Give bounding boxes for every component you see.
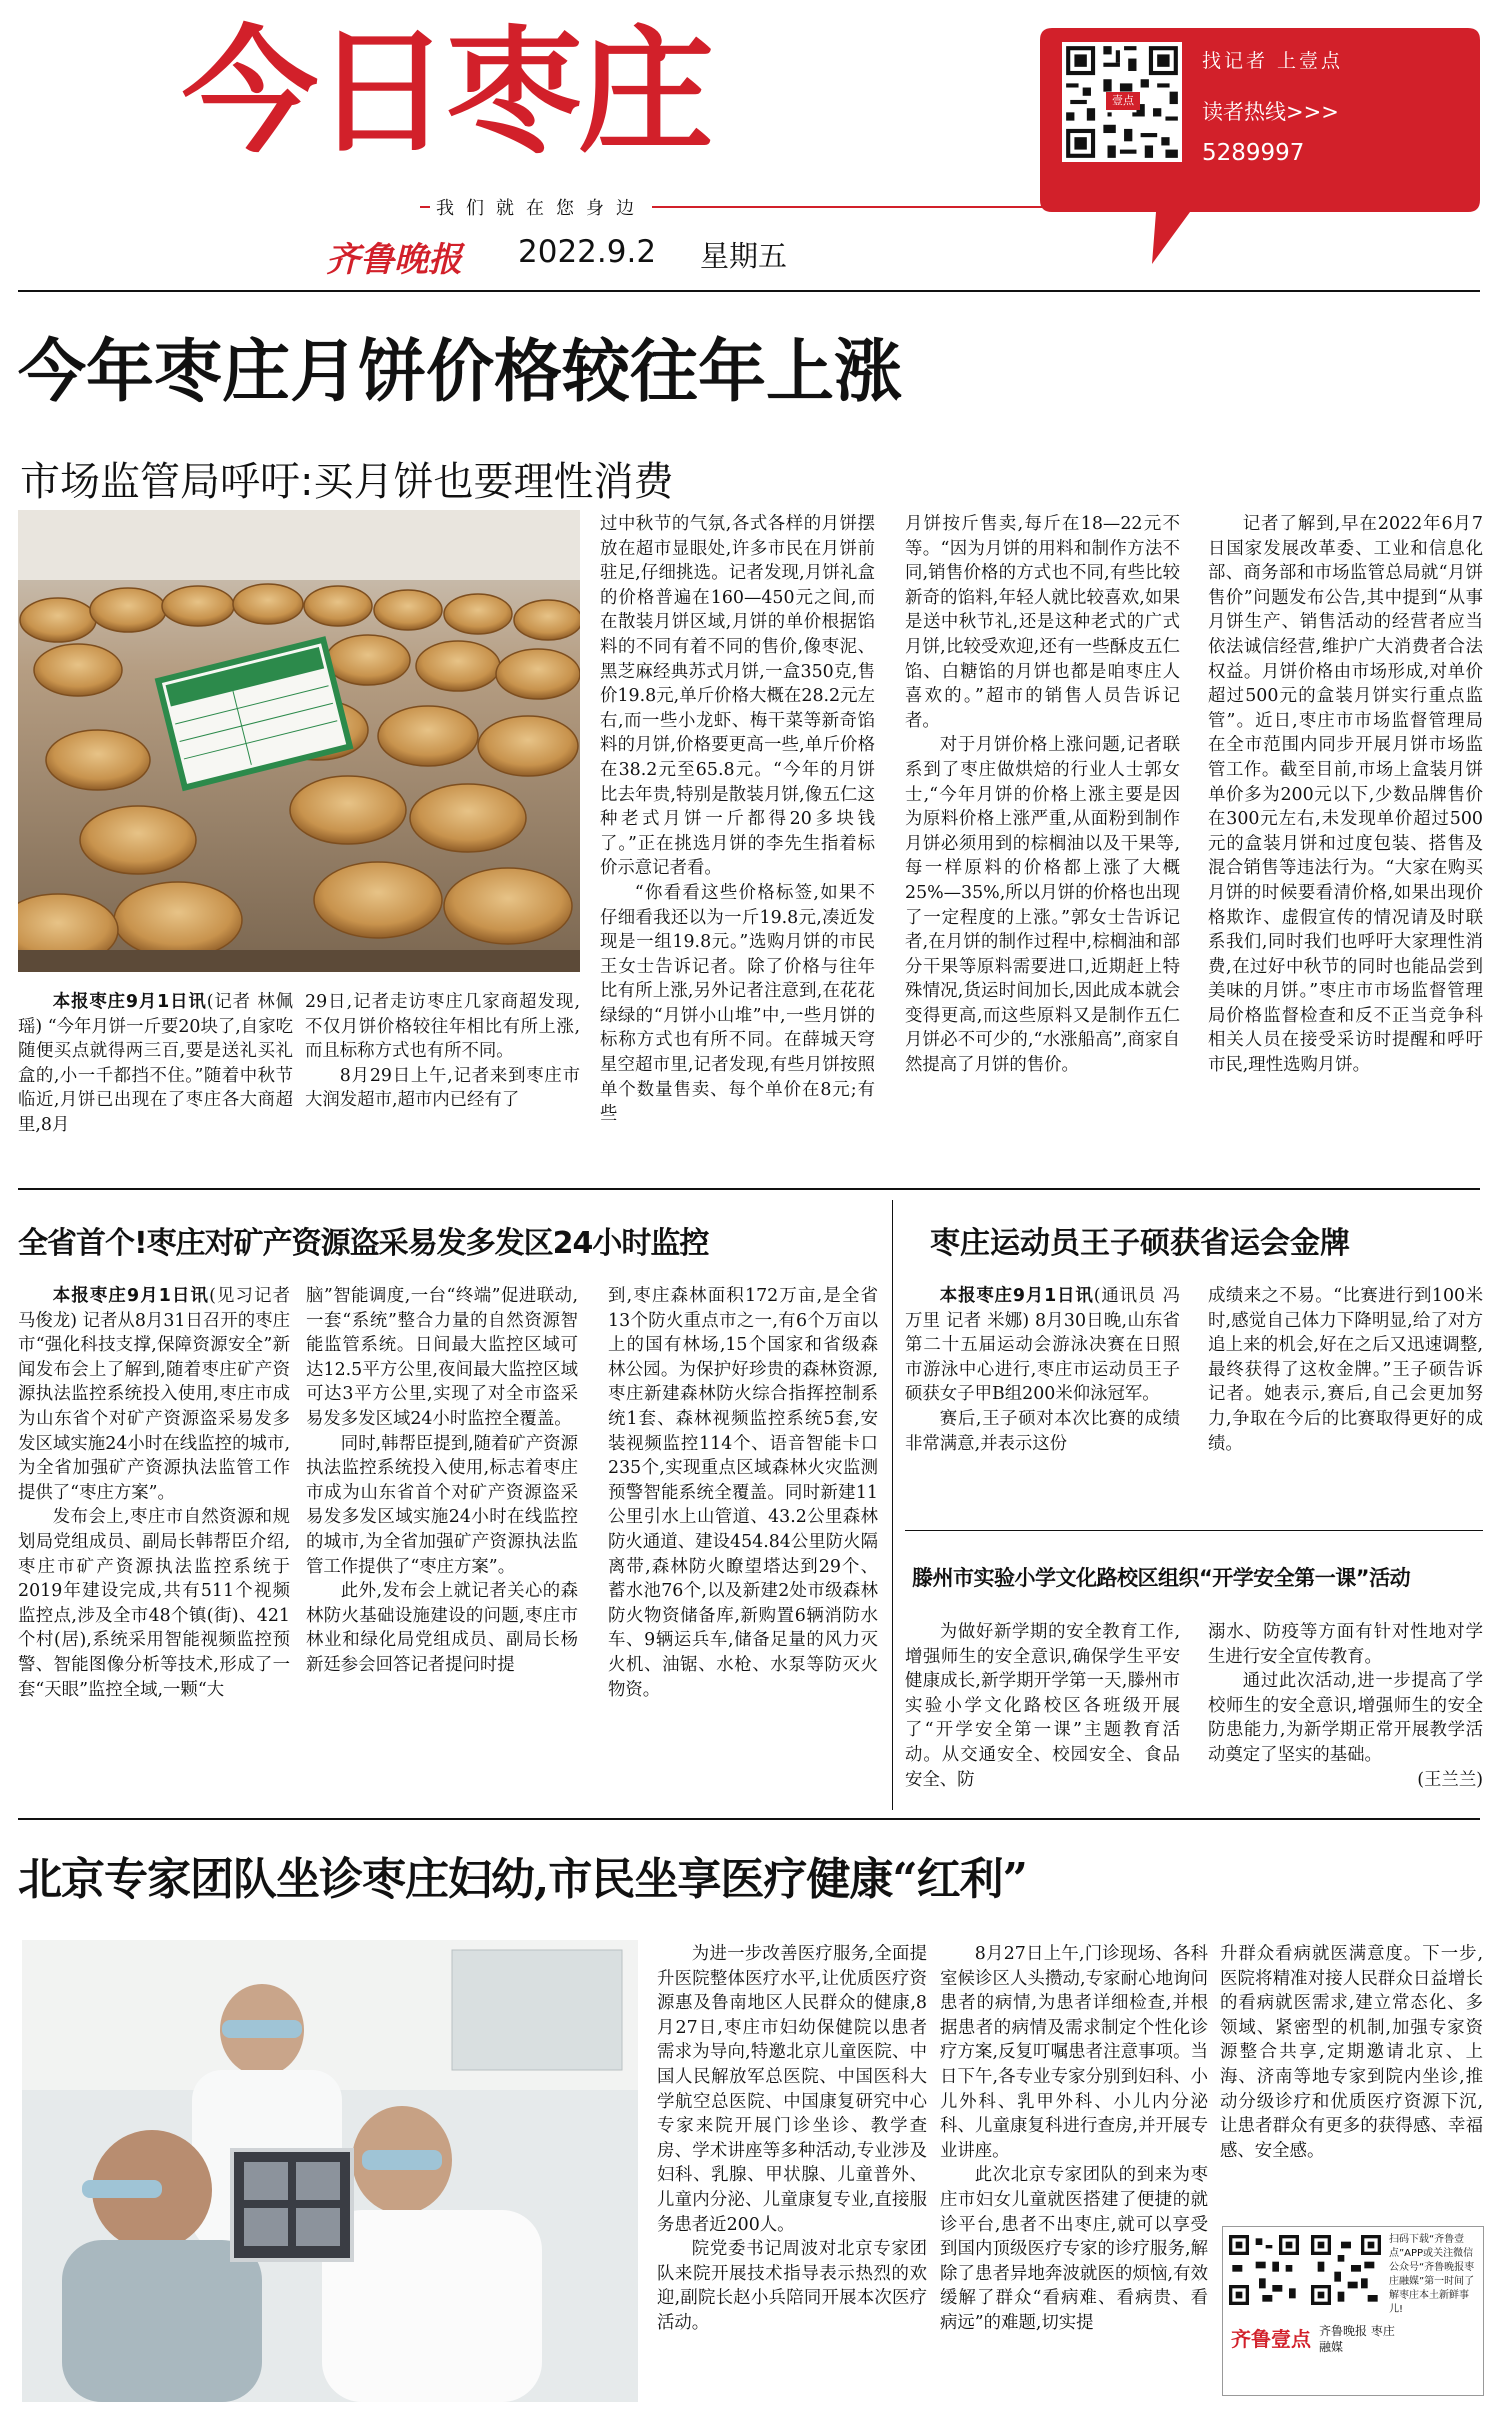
article2-col3 bbox=[608, 1284, 878, 1702]
article2-headline: 全省首个!枣庄对矿产资源盗采易发多发区24小时监控 bbox=[18, 1226, 709, 1261]
article2-paragraph: 发布会上,枣庄市自然资源和规划局党组成员、副局长韩帮臣介绍,枣庄市矿产资源执法监控系统于2019年建设完成,共有511个视频监控点,涉及全市48个镇(街)、421个村(居),系统采用智能视频监控预警、智能图像分析等技术,形成了一套“天眼”监控全域,一颗“大 bbox=[18, 1507, 290, 1700]
article1-col2 bbox=[600, 512, 875, 1127]
mooncake-photo bbox=[18, 510, 580, 972]
article5-paragraph: 升群众看病就医满意度。下一步,医院将精准对接人民群众日益增长的看病就医需求,建立常态化、多领域、紧密型的机制,加强专家资源整合共享,定期邀请北京、上海、济南等地专家到院内坐诊,推动分级诊疗和优质医疗资源下沉,让患者群众有更多的获得感、幸福感、安全感。 bbox=[1220, 1944, 1483, 2161]
footer-qr-code-2[interactable] bbox=[1311, 2235, 1381, 2305]
article1-paragraph: 月饼按斤售卖,每斤在18—22元不等。“因为月饼的用料和制作方法不同,销售价格的方式也不同,有些比较新奇的馅料,年轻人就比较喜欢,如果是送中秋节礼,还是这种老式的广式月饼,比较受欢迎,还有一些酥皮五仁馅、白糖馅的月饼也都是咱枣庄人喜欢的。”超市的销售人员告诉记者。 bbox=[905, 514, 1180, 731]
article4-col1 bbox=[905, 1620, 1180, 1792]
article4-paragraph: 为做好新学期的安全教育工作,增强师生的安全意识,确保学生平安健康成长,新学期开学第一天,滕州市实验小学文化路校区各班级开展了“开学安全第一课”主题教育活动。从交通安全、校园安全、食品安全、防 bbox=[905, 1622, 1180, 1790]
article2-paragraph: 脑”智能调度,一台“终端”促进联动,一套“系统”整合力量的自然资源智能监管系统。日间最大监控区域可达12.5平方公里,夜间最大监控区域可达3平方公里,实现了对全市盗采易发多发区域24小时监控全覆盖。 bbox=[306, 1286, 578, 1429]
qr-code-icon bbox=[1311, 2235, 1381, 2305]
article2-lead-paragraph: 本报枣庄9月1日讯(见习记者 马俊龙) 记者从8月31日召开的枣庄市“强化科技支撑,保障资源安全”新闻发布会上了解到,随着枣庄矿产资源执法监控系统投入使用,枣庄市成为山东省个对矿产资源盗采易发多发区域实施24小时在线监控的城市,为全省加强矿产资源执法监管工作提供了“枣庄方案”。 bbox=[18, 1286, 290, 1503]
article4-paragraph: 通过此次活动,进一步提高了学校师生的安全意识,增强师生的安全防患能力,为新学期正常开展教学活动奠定了坚实的基础。 bbox=[1208, 1671, 1483, 1765]
article3-col1 bbox=[905, 1284, 1180, 1456]
article4-headline: 滕州市实验小学文化路校区组织“开学安全第一课”活动 bbox=[912, 1566, 1411, 1590]
article1-headline: 今年枣庄月饼价格较往年上涨 bbox=[18, 332, 903, 412]
hotline-label: 读者热线>>> bbox=[1202, 100, 1339, 124]
article4-col2 bbox=[1208, 1620, 1483, 1792]
article1-paragraph: 8月29日上午,记者来到枣庄市大润发超市,超市内已经有了 bbox=[305, 1065, 580, 1111]
footer-brand: 齐鲁壹点 bbox=[1231, 2327, 1311, 2351]
footer-qr-text: 扫码下载“齐鲁壹点”APP或关注微信公众号“齐鲁晚报枣庄融媒”第一时间了解枣庄本土新鲜事儿! bbox=[1389, 2234, 1475, 2315]
masthead-slogan: 我们就在您身边 bbox=[430, 194, 652, 220]
article1-paragraph: “你看看这些价格标签,如果不仔细看我还以为一斤19.8元,凑近发现是一组19.8元。”选购月饼的市民王女士告诉记者。除了价格与往年比有所上涨,另外记者注意到,在花花绿绿的“月饼小山堆”中,一些月饼的标称方式也有所不同。在薛城天穹星空超市里,记者发现,有些月饼按照单个数量售卖、每个单价在8元;有些 bbox=[600, 882, 875, 1125]
masthead-divider bbox=[18, 290, 1480, 292]
article5-paragraph: 此次北京专家团队的到来为枣庄市妇女儿童就医搭建了便捷的就诊平台,患者不出枣庄,就可以享受到国内顶级医疗专家的诊疗服务,解除了患者异地奔波就医的烦恼,有效缓解了群众“看病难、看病贵、看病远”的难题,切实提 bbox=[940, 2165, 1208, 2333]
article1-col3 bbox=[905, 512, 1180, 1078]
vertical-divider bbox=[892, 1200, 893, 1810]
article2-paragraph: 此外,发布会上就记者关心的森林防火基础设施建设的问题,枣庄市林业和绿化局党组成员、副局长杨新廷参会回答记者提问时提 bbox=[306, 1581, 578, 1675]
article5-headline: 北京专家团队坐诊枣庄妇幼,市民坐享医疗健康“红利” bbox=[18, 1854, 1027, 1905]
article2-col2 bbox=[306, 1284, 578, 1678]
qr-logo-badge: 壹点 bbox=[1106, 92, 1140, 110]
qr-code-icon bbox=[1229, 2235, 1299, 2305]
article1-paragraph: 29日,记者走访枣庄几家商超发现,不仅月饼价格较往年相比有所上涨,而且标称方式也有所不同。 bbox=[305, 992, 580, 1062]
brand-logo: 齐鲁晚报 bbox=[326, 240, 462, 280]
article5-col1 bbox=[657, 1942, 927, 2336]
article5-col2 bbox=[940, 1942, 1208, 2336]
hotline-number: 5289997 bbox=[1202, 140, 1305, 166]
issue-weekday: 星期五 bbox=[700, 239, 788, 273]
footer-qr-code-1[interactable] bbox=[1229, 2235, 1299, 2305]
masthead-title: 今日枣庄 bbox=[182, 14, 710, 172]
section-divider-2 bbox=[905, 1530, 1483, 1531]
article5-paragraph: 为进一步改善医疗服务,全面提升医院整体医疗水平,让优质医疗资源惠及鲁南地区人民群众的健康,8月27日,枣庄市妇幼保健院以患者需求为导向,特邀北京儿童医院、中国人民解放军总医院、中国医科大学航空总医院、中国康复研究中心专家来院开展门诊坐诊、教学查房、学术讲座等多种活动,专业涉及妇科、乳腺、甲状腺、儿童普外、儿童内分泌、儿童康复专业,直接服务患者近200人。 bbox=[657, 1944, 927, 2235]
article2-col1 bbox=[18, 1284, 290, 1702]
article3-paragraph: 成绩来之不易。“比赛进行到100米时,感觉自己体力下降明显,给了对方追上来的机会,好在之后又迅速调整,最终获得了这枚金牌。”王子硕告诉记者。她表示,赛后,自己会更加努力,争取在今后的比赛取得更好的成绩。 bbox=[1208, 1286, 1483, 1454]
article5-col3 bbox=[1220, 1942, 1483, 2163]
article5-paragraph: 8月27日上午,门诊现场、各科室候诊区人头攒动,专家耐心地询问患者的病情,为患者详细检查,并根据患者的病情及需求制定个性化诊疗方案,反复叮嘱患者注意事项。当日下午,各专业专家分别到妇科、小儿外科、乳甲外科、小儿内分泌科、儿童康复科进行查房,并开展专业讲座。 bbox=[940, 1944, 1208, 2161]
article2-paragraph: 同时,韩帮臣提到,随着矿产资源执法监控系统投入使用,标志着枣庄市成为山东省首个对矿产资源盗采易发多发区域实施24小时在线监控的城市,为全省加强矿产资源执法监管工作提供了“枣庄方案”。 bbox=[306, 1433, 578, 1577]
section-divider-3 bbox=[18, 1818, 1480, 1820]
article1-lead-paragraph: 本报枣庄9月1日讯(记者 林佩瑶) “今年月饼一斤要20块了,自家吃随便买点就得两三百,要是送礼买礼盒的,小一千都挡不住。”随着中秋节临近,月饼已出现在了枣庄各大商超里,8月 bbox=[18, 992, 293, 1135]
article1-paragraph: 对于月饼价格上涨问题,记者联系到了枣庄做烘焙的行业人士郭女士,“今年月饼的价格上涨主要是因为原料价格上涨严重,从面粉到制作月饼必须用到的棕榈油以及干果等,每一样原料的价格都上涨了大概25%—35%,所以月饼的价格也出现了一定程度的上涨。”郭女士告诉记者,在月饼的制作过程中,棕榈油和部分干果等原料需要进口,近期赶上特殊情况,货运时间加长,因此成本就会变得更高,而这些原料又是制作五仁月饼必不可少的,“水涨船高”,商家自然提高了月饼的售价。 bbox=[905, 735, 1180, 1076]
article4-paragraph: 溺水、防疫等方面有针对性地对学生进行安全宣传教育。 bbox=[1208, 1622, 1483, 1667]
masthead-qr-code[interactable] bbox=[1062, 42, 1182, 162]
article5-paragraph: 院党委书记周波对北京专家团队来院开展技术指导表示热烈的欢迎,副院长赵小兵陪同开展本次医疗活动。 bbox=[657, 2239, 927, 2333]
article1-col4 bbox=[1208, 512, 1483, 1078]
article1-col1 bbox=[18, 990, 293, 1138]
article1-col1b bbox=[305, 990, 580, 1113]
section-divider-1 bbox=[18, 1188, 1480, 1190]
article1-paragraph: 记者了解到,早在2022年6月7日国家发展改革委、工业和信息化部、商务部和市场监管总局就“月饼售价”问题发布公告,其中提到“从事月饼生产、销售活动的经营者应当依法诚信经营,维护广大消费者合法权益。月饼价格由市场形成,对单价超过500元的盒装月饼实行重点监管”。近日,枣庄市市场监督管理局在全市范围内同步开展月饼市场监管工作。截至目前,市场上盒装月饼单价多为200元以下,少数品牌售价在300元左右,未发现单价超过500元的盒装月饼和过度包装、搭售及混合销售等违法行为。“大家在购买月饼的时候要看清价格,如果出现价格欺诈、虚假宣传的情况请及时联系我们,同时我们也呼吁大家理性消费,在过好中秋节的同时也能品尝到美味的月饼。”枣庄市市场监督管理局价格监督检查和反不正当竞争科相关人员在接受采访时提醒和呼吁市民,理性选购月饼。 bbox=[1208, 514, 1483, 1076]
article3-headline: 枣庄运动员王子硕获省运会金牌 bbox=[930, 1226, 1350, 1261]
footer-brand-2: 齐鲁晚报 枣庄融媒 bbox=[1319, 2324, 1395, 2354]
clinic-photo bbox=[22, 1940, 638, 2402]
issue-date: 2022.9.2 bbox=[518, 234, 657, 270]
article3-lead-paragraph: 本报枣庄9月1日讯(通讯员 冯万里 记者 米娜) 8月30日晚,山东省第二十五届运动会游泳决赛在日照市游泳中心进行,枣庄市运动员王子硕获女子甲B组200米仰泳冠军。 bbox=[905, 1286, 1180, 1405]
article3-paragraph: 赛后,王子硕对本次比赛的成绩非常满意,并表示这份 bbox=[905, 1408, 1180, 1454]
article2-paragraph: 到,枣庄森林面积172万亩,是全省13个防火重点市之一,有6个万亩以上的国有林场,15个国家和省级森林公园。为保护好珍贵的森林资源,枣庄新建森林防火综合指挥控制系统1套、森林视频监控系统5套,安装视频监控114个、语音智能卡口235个,实现重点区域森林火灾监测预警智能系统全覆盖。同时新建11公里引水上山管道、43.2公里森林防火通道、建设454.84公里防火隔离带,森林防火瞭望塔达到29个、蓄水池76个,以及新建2处市级森林防火物资储备库,新购置6辆消防水车、9辆运兵车,储备足量的风力灭火机、油锯、水枪、水泵等防灭火物资。 bbox=[608, 1286, 878, 1700]
bubble-tagline: 找记者 上壹点 bbox=[1202, 50, 1344, 72]
article1-paragraph: 过中秋节的气氛,各式各样的月饼摆放在超市显眼处,许多市民在月饼前驻足,仔细挑选。记者发现,月饼礼盒的价格普遍在160—450元之间,而在散装月饼区域,月饼的单价根据馅料的不同有着不同的售价,像枣泥、黑芝麻经典苏式月饼,一盒350克,售价19.8元,单斤价格大概在28.2元左右,而一些小龙虾、梅干菜等新奇馅料的月饼,价格要更高一些,单斤价格在38.2元至65.8元。“今年的月饼比去年贵,特别是散装月饼,像五仁这种老式月饼一斤都得20多块钱了。”正在挑选月饼的李先生指着标价示意记者看。 bbox=[600, 514, 875, 879]
article1-subhead: 市场监管局呼吁:买月饼也要理性消费 bbox=[20, 459, 674, 505]
footer-qr-box bbox=[1222, 2226, 1484, 2396]
article4-byline: (王兰兰) bbox=[1417, 1769, 1483, 1790]
article3-col2 bbox=[1208, 1284, 1483, 1456]
article1-dateline: 本报枣庄9月1日讯 bbox=[52, 992, 207, 1012]
